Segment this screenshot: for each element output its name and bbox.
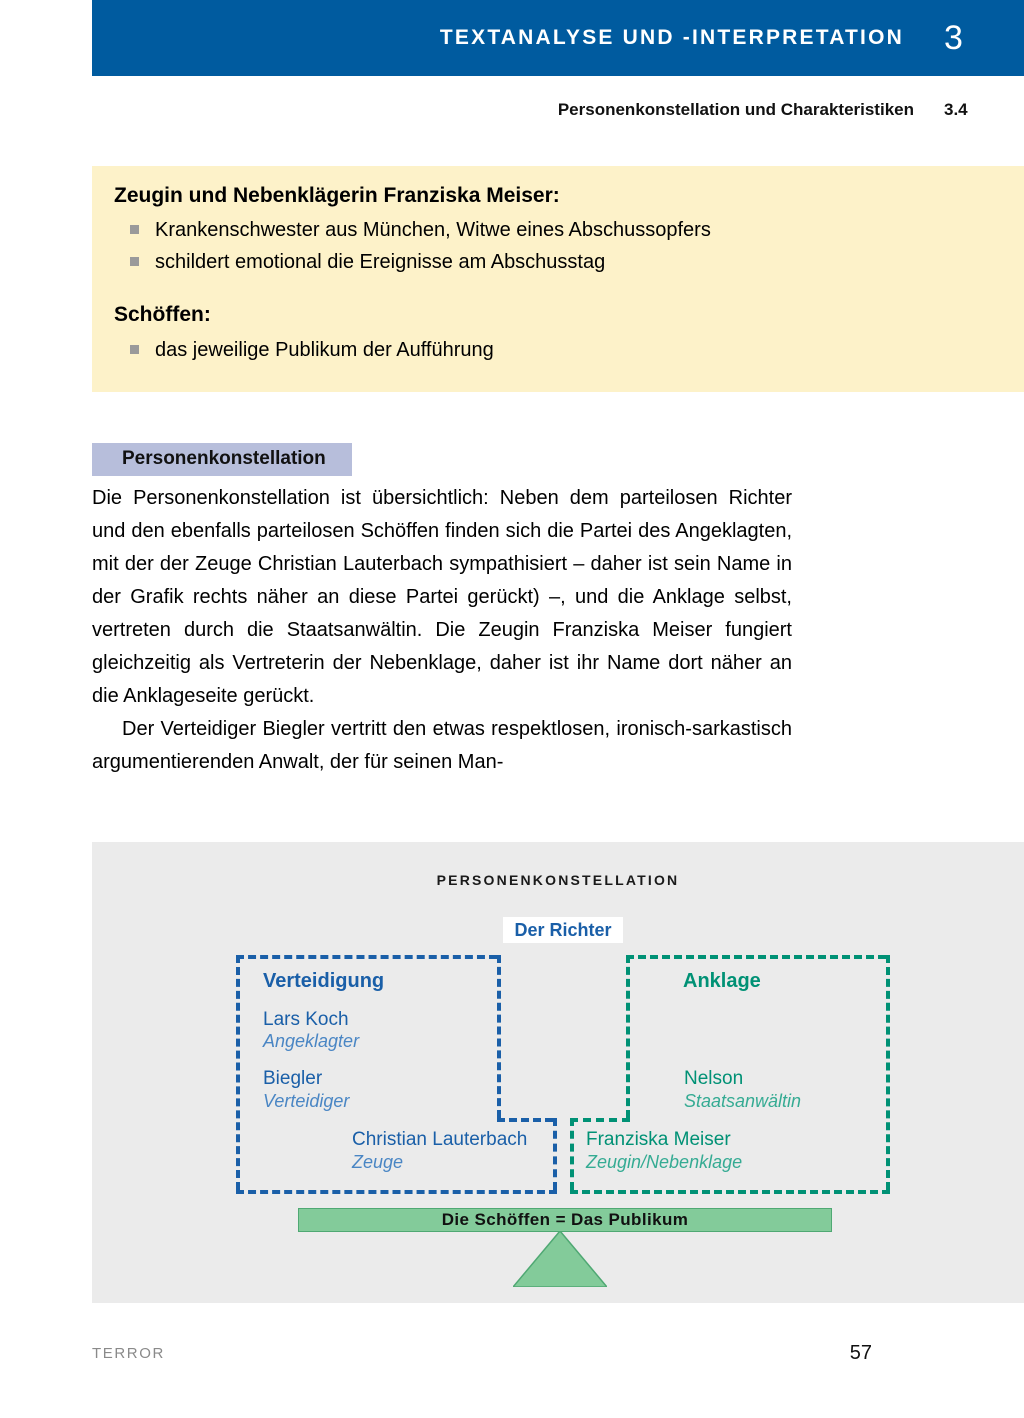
header-chapter-number: 3: [944, 19, 963, 57]
section-tag: Personenkonstellation: [92, 443, 352, 476]
prosecution-heading: Anklage: [683, 970, 761, 992]
prosecution-box-edge-bottom: [570, 1190, 890, 1194]
body-copy: [92, 482, 792, 779]
page-header-bar: [92, 0, 1024, 76]
prosecution-member-role-1: Zeugin/Nebenklage: [586, 1152, 743, 1172]
body-paragraph-1: Die Personenkonstellation ist übersichtlich: Neben dem parteilosen Richter und den ebenfalls parteilosen Schöffen finden sich die Partei des Angeklagten, mit der der Zeuge Christian Lauterbach sympathisiert – daher ist sein Name in der Grafik rechts näher an diese Partei gerückt) –, und die Anklage selbst, vertreten durch die Staatsanwältin. Die Zeugin Franziska Meiser fungiert gleichzeitig als Vertreterin der Nebenklage, daher ist ihr Name dort näher an die Anklageseite gerückt.: [92, 487, 792, 707]
footer-book-title: TERROR: [92, 1345, 165, 1362]
jury-bar-label: Die Schöffen = Das Publikum: [441, 1210, 689, 1229]
list-item: [130, 248, 1002, 277]
body-paragraph-2: Der Verteidiger Biegler vertritt den etwas respektlosen, ironisch-sarkastisch argumentierenden Anwalt, der für seinen Man-: [92, 718, 792, 773]
defense-heading: Verteidigung: [263, 970, 385, 992]
defense-member-name-2: Christian Lauterbach: [352, 1129, 528, 1150]
prosecution-box-edge-left-upper: [626, 955, 630, 1118]
page-subheader: [92, 95, 1024, 125]
defense-member-role-0: Angeklagter: [263, 1031, 360, 1051]
defense-box-edge-right-lower: [553, 1118, 557, 1190]
prosecution-box-edge-top: [626, 955, 886, 959]
list-item-label: schildert emotional die Ereignisse am Abschusstag: [155, 251, 606, 274]
prosecution-member-name-1: Franziska Meiser: [586, 1129, 731, 1150]
subheader-section-number: 3.4: [944, 100, 968, 119]
defense-member-name-0: Lars Koch: [263, 1009, 349, 1030]
defense-box-edge-top: [236, 955, 497, 959]
defense-box-edge-bottom: [236, 1190, 557, 1194]
list-item-label: das jeweilige Publikum der Aufführung: [155, 338, 494, 361]
defense-box-edge-step: [497, 1118, 553, 1122]
defense-member-role-1: Verteidiger: [263, 1091, 350, 1111]
prosecution-box-edge-left-lower: [570, 1118, 574, 1190]
prosecution-member-name-0: Nelson: [684, 1068, 744, 1089]
square-bullet-icon: [130, 345, 139, 354]
subheader-title: Personenkonstellation und Charakteristiken: [557, 100, 914, 119]
square-bullet-icon: [130, 225, 139, 234]
diagram-title: PERSONENKONSTELLATION: [436, 872, 680, 888]
square-bullet-icon: [130, 257, 139, 266]
defense-member-role-2: Zeuge: [352, 1152, 404, 1172]
list-item: [130, 216, 1002, 245]
prosecution-member-role-0: Staatsanwältin: [684, 1091, 802, 1111]
footer-page-number: 57: [849, 1342, 872, 1364]
defense-member-name-1: Biegler: [263, 1068, 323, 1089]
judge-label: Der Richter: [503, 917, 623, 943]
header-title: TEXTANALYSE UND -INTERPRETATION: [439, 26, 904, 49]
prosecution-box-edge-right: [886, 955, 890, 1190]
jury-bar: [298, 1208, 832, 1232]
info-box-heading-witness: Zeugin und Nebenklägerin Franziska Meiser:: [114, 184, 560, 207]
info-box: [92, 166, 1024, 392]
list-item: [130, 336, 1002, 365]
prosecution-box-edge-step: [570, 1118, 630, 1122]
list-item-label: Krankenschwester aus München, Witwe eines Abschussopfers: [155, 219, 711, 242]
defense-box-edge-right-upper: [497, 955, 501, 1118]
info-box-heading-jurors: Schöffen:: [114, 303, 211, 327]
defense-box-edge-left: [236, 955, 240, 1190]
